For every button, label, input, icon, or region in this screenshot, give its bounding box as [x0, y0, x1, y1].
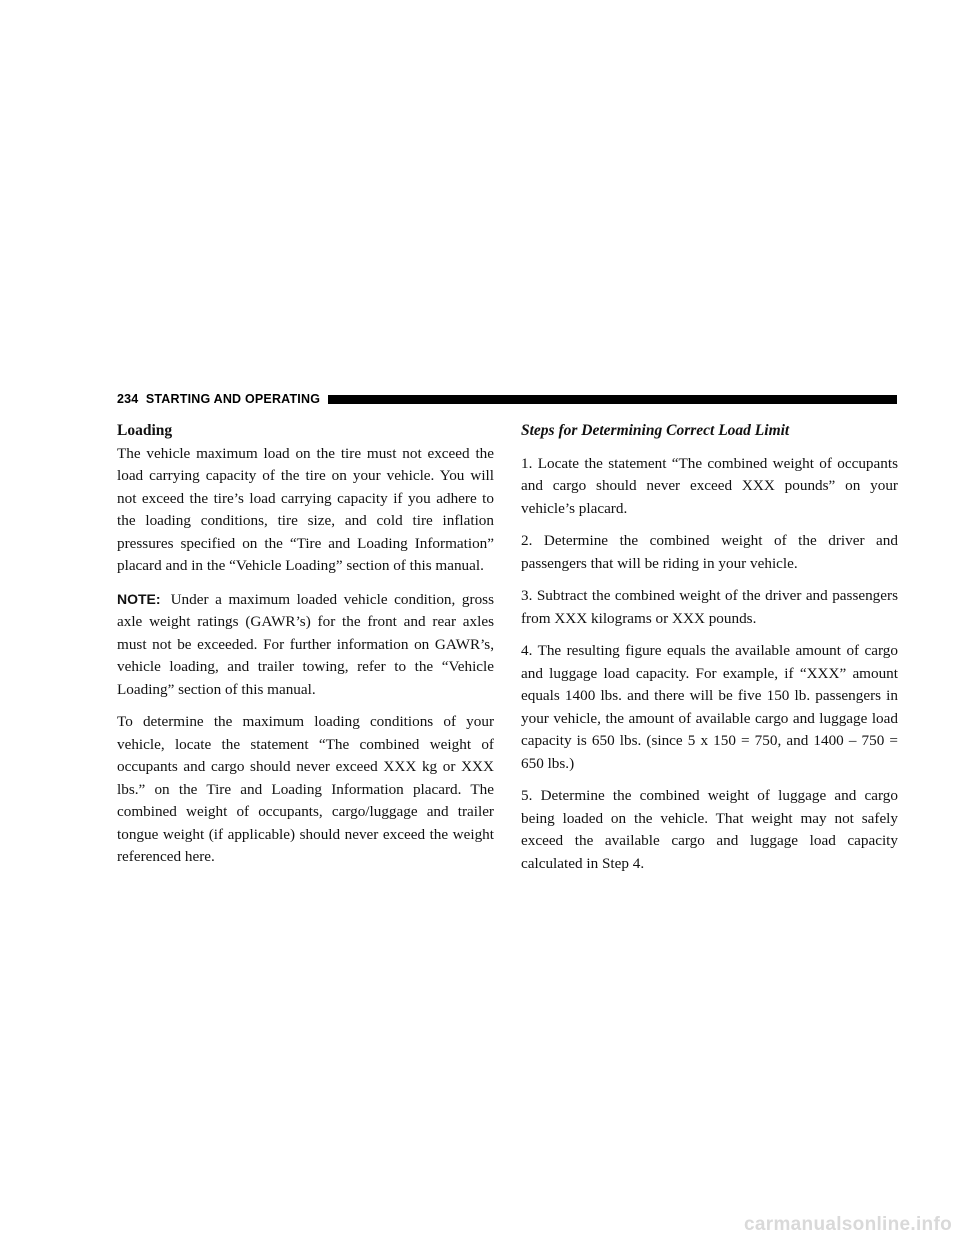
footer-watermark: carmanualsonline.info [744, 1214, 952, 1235]
page-header [117, 391, 897, 407]
page-number: 234 [117, 392, 139, 406]
steps-heading: Steps for Determining Correct Load Limit [521, 422, 790, 439]
loading-heading: Loading [117, 422, 173, 439]
step-1: 1. Locate the statement “The combined weight of occupants and cargo should never exceed XXX pounds” on your vehicle’s placard. [521, 454, 898, 517]
header-rule [328, 395, 897, 404]
max-loading-paragraph: To determine the maximum loading conditions of your vehicle, locate the statement “The combined weight of occupants and cargo should never exceed XXX kg or XXX lbs.” on the Tire and Loading Information placard. The combined weight of occupants, cargo/luggage and trailer tongue weight (if applicable) should never exceed the weight referenced here. [117, 713, 494, 865]
step-5: 5. Determine the combined weight of luggage and cargo being loaded on the vehicle. That weight may not safely exceed the available cargo and luggage load capacity calculated in Step 4. [521, 787, 898, 872]
step-4: 4. The resulting figure equals the available amount of cargo and luggage load capacity. For example, if “XXX” amount equals 1400 lbs. and there will be five 150 lb. passengers in your vehicle, the amount of available cargo and luggage load capacity is 650 lbs. (since 5 x 150 = 750, and 1400 – 750 = 650 lbs.) [521, 642, 898, 772]
page-header-text [117, 392, 320, 406]
loading-paragraph: The vehicle maximum load on the tire must not exceed the load carrying capacity of the tire on your vehicle. You will not exceed the tire’s load carrying capacity if you adhere to the loading conditions, tire size, and cold tire inflation pressures specified on the “Tire and Loading Information” placard and in the “Vehicle Loading” section of this manual. [117, 444, 494, 574]
step-3: 3. Subtract the combined weight of the driver and passengers from XXX kilograms or XXX pounds. [521, 587, 898, 627]
note-paragraph [117, 588, 494, 702]
left-column [117, 420, 494, 879]
section-title: STARTING AND OPERATING [145, 392, 321, 406]
note-text: Under a maximum loaded vehicle condition, gross axle weight ratings (GAWR’s) for the front and rear axles must not be exceeded. For further information on GAWR’s, vehicle loading, and trailer towing, refer to the “Vehicle Loading” section of this manual. [117, 590, 494, 698]
right-column [521, 420, 898, 885]
note-label: NOTE: [117, 590, 161, 607]
step-2: 2. Determine the combined weight of the driver and passengers that will be riding in your vehicle. [521, 532, 898, 572]
